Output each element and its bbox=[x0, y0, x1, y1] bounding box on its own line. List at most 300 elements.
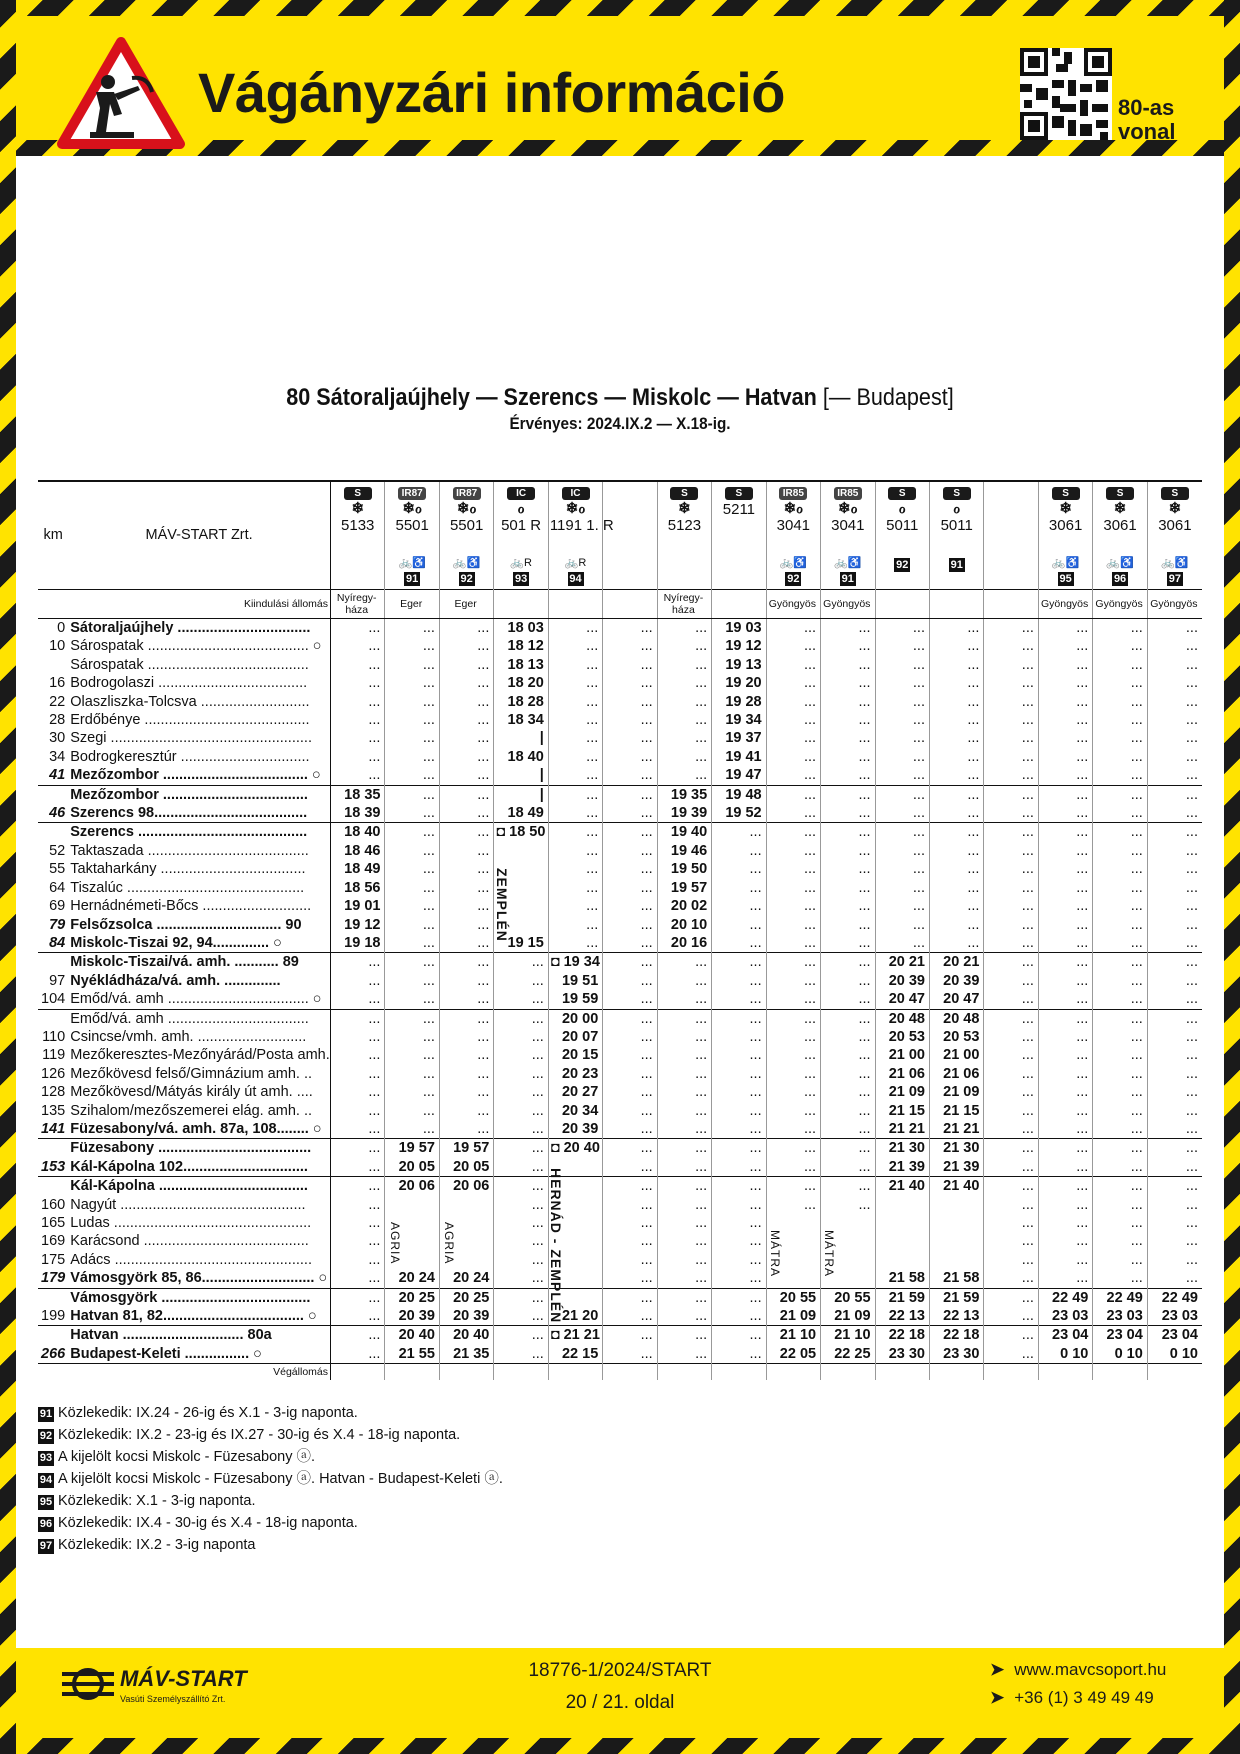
departure-time: ... bbox=[1147, 674, 1202, 692]
departure-time: ... bbox=[1093, 990, 1147, 1009]
station-name: Budapest-Keleti ................ ○ bbox=[68, 1345, 330, 1364]
footnote-ref: 93 bbox=[514, 573, 528, 585]
train-symbols: ❄ bbox=[1059, 500, 1072, 517]
footnote-text: Közlekedik: X.1 - 3-ig naponta. bbox=[58, 1493, 256, 1509]
departure-time: ... bbox=[929, 693, 983, 711]
departure-time: ... bbox=[548, 766, 602, 785]
departure-time: ... bbox=[821, 619, 875, 638]
departure-time: ... bbox=[712, 1177, 766, 1196]
departure-time: ... bbox=[712, 1196, 766, 1214]
train-name-hernad-zemplen: HERNÁD - ZEMPLÉN bbox=[548, 1168, 564, 1324]
departure-time: ... bbox=[766, 1009, 820, 1028]
departure-time: ... bbox=[494, 1177, 548, 1196]
station-row bbox=[38, 1326, 1202, 1345]
departure-time: ... bbox=[1147, 766, 1202, 785]
departure-time: ... bbox=[1093, 1214, 1147, 1232]
train-category-badge: IR87 bbox=[398, 487, 426, 500]
departure-time: ... bbox=[875, 785, 929, 804]
departure-time: ... bbox=[821, 1028, 875, 1046]
train-column-header bbox=[1093, 481, 1147, 590]
departure-time: ... bbox=[929, 785, 983, 804]
train-name-agria-1: AGRIA bbox=[388, 1222, 402, 1265]
train-number: 3061 bbox=[1048, 517, 1083, 534]
departure-time: ... bbox=[929, 879, 983, 897]
departure-time: ... bbox=[929, 860, 983, 878]
departure-time: ... bbox=[331, 1158, 385, 1177]
departure-time: ... bbox=[1147, 748, 1202, 766]
departure-time: ... bbox=[875, 729, 929, 747]
station-row bbox=[38, 1288, 1202, 1307]
departure-time: 20 48 bbox=[875, 1009, 929, 1028]
departure-time: ... bbox=[1147, 637, 1202, 655]
departure-time: 18 40 bbox=[494, 748, 548, 766]
departure-time: ... bbox=[1147, 1196, 1202, 1214]
train-symbols: ❄ bbox=[678, 500, 691, 517]
departure-time: ... bbox=[1147, 729, 1202, 747]
departure-time: 20 25 bbox=[439, 1288, 493, 1307]
roadworks-warning-icon bbox=[56, 36, 186, 152]
footnote bbox=[38, 1402, 503, 1424]
station-name: Kál-Kápolna 102............................... bbox=[68, 1158, 330, 1177]
departure-time: ... bbox=[1093, 711, 1147, 729]
departure-time: ... bbox=[494, 1232, 548, 1250]
station-row bbox=[38, 1083, 1202, 1101]
train-column-header bbox=[766, 481, 820, 590]
terminal-cell bbox=[603, 1364, 657, 1381]
departure-time: ... bbox=[875, 711, 929, 729]
departure-time: ... bbox=[984, 711, 1038, 729]
departure-time: ... bbox=[657, 953, 711, 972]
departure-time: ... bbox=[331, 1009, 385, 1028]
departure-time: 21 15 bbox=[875, 1102, 929, 1120]
departure-time: ... bbox=[657, 1214, 711, 1232]
departure-time: ... bbox=[603, 990, 657, 1009]
departure-time: ... bbox=[1147, 1102, 1202, 1120]
train-category-badge: IR85 bbox=[779, 487, 807, 500]
departure-time: ... bbox=[494, 1345, 548, 1364]
departure-time: ... bbox=[821, 785, 875, 804]
route-title bbox=[62, 384, 1178, 412]
departure-time: 21 39 bbox=[929, 1158, 983, 1177]
departure-time: ... bbox=[494, 1102, 548, 1120]
departure-time: ... bbox=[385, 860, 439, 878]
station-name: Hatvan .............................. 80a bbox=[68, 1326, 330, 1345]
departure-time: ... bbox=[603, 748, 657, 766]
station-km: 128 bbox=[41, 1084, 66, 1101]
page-number: 20 / 21. oldal bbox=[565, 1692, 675, 1713]
departure-time bbox=[875, 1214, 929, 1232]
departure-time: ... bbox=[929, 766, 983, 785]
train-column-header bbox=[439, 481, 493, 590]
departure-time: ... bbox=[603, 842, 657, 860]
departure-time: 19 40 bbox=[657, 823, 711, 842]
departure-time: 20 34 bbox=[548, 1102, 602, 1120]
departure-time: ... bbox=[548, 860, 602, 878]
departure-time: ◘ 18 50 bbox=[494, 823, 548, 842]
train-amenities: 🚲♿ bbox=[834, 557, 862, 569]
train-name-agria-2: AGRIA bbox=[442, 1222, 456, 1265]
hazard-stripe-right bbox=[1224, 0, 1240, 1754]
terminal-cell bbox=[1093, 1364, 1147, 1381]
departure-time: ... bbox=[712, 842, 766, 860]
departure-time: ... bbox=[331, 1196, 385, 1214]
departure-time: ... bbox=[712, 1139, 766, 1158]
departure-time: 18 34 bbox=[494, 711, 548, 729]
departure-time: ... bbox=[331, 1120, 385, 1139]
train-column-header bbox=[929, 481, 983, 590]
departure-time: ... bbox=[929, 711, 983, 729]
departure-time: ... bbox=[494, 1065, 548, 1083]
departure-time: ... bbox=[1093, 1120, 1147, 1139]
departure-time: ... bbox=[984, 860, 1038, 878]
station-row bbox=[38, 897, 1202, 915]
station-km bbox=[38, 1177, 68, 1196]
website-link[interactable] bbox=[990, 1660, 1166, 1680]
departure-time: ... bbox=[766, 729, 820, 747]
departure-time: ... bbox=[657, 990, 711, 1009]
train-name-matra-2: MÁTRA bbox=[822, 1230, 836, 1277]
departure-time: ... bbox=[821, 842, 875, 860]
line-number: 80-as bbox=[1118, 95, 1175, 120]
departure-time: ... bbox=[875, 879, 929, 897]
departure-time: 21 21 bbox=[875, 1120, 929, 1139]
departure-time: ... bbox=[1093, 1083, 1147, 1101]
page-title: Vágányzári információ bbox=[198, 61, 786, 124]
departure-time: 20 27 bbox=[548, 1083, 602, 1101]
departure-time: 18 49 bbox=[331, 860, 385, 878]
departure-time: ... bbox=[821, 693, 875, 711]
departure-time: 18 20 bbox=[494, 674, 548, 692]
departure-time: ... bbox=[821, 860, 875, 878]
departure-time: ... bbox=[766, 656, 820, 674]
station-row bbox=[38, 1009, 1202, 1028]
departure-time: ... bbox=[1093, 1251, 1147, 1269]
departure-time: ... bbox=[712, 1158, 766, 1177]
train-number: 5011 bbox=[886, 517, 919, 534]
footnote-number: 92 bbox=[39, 1430, 53, 1442]
station-row bbox=[38, 860, 1202, 878]
departure-time: ... bbox=[984, 656, 1038, 674]
departure-time: 21 15 bbox=[929, 1102, 983, 1120]
departure-time: ... bbox=[439, 656, 493, 674]
departure-time: ... bbox=[1093, 860, 1147, 878]
departure-time: ... bbox=[548, 637, 602, 655]
station-km bbox=[38, 1288, 68, 1307]
departure-time: ... bbox=[712, 1009, 766, 1028]
departure-time: ... bbox=[875, 619, 929, 638]
station-name: Füzesabony ...................................... bbox=[68, 1139, 330, 1158]
departure-time: 19 37 bbox=[712, 729, 766, 747]
footnote bbox=[38, 1446, 503, 1468]
station-km: 10 bbox=[49, 638, 66, 655]
station-name: Taktaharkány .................................... bbox=[68, 860, 330, 878]
departure-time: ... bbox=[439, 748, 493, 766]
departure-time: ... bbox=[494, 972, 548, 990]
source-station: Gyöngyös bbox=[821, 590, 875, 619]
source-station: Eger bbox=[439, 590, 493, 619]
departure-time: ... bbox=[929, 656, 983, 674]
train-symbols: ℴ bbox=[953, 500, 961, 517]
train-category-badge: S bbox=[670, 487, 698, 500]
document-id: 18776-1/2024/START bbox=[528, 1660, 712, 1681]
station-km: 135 bbox=[41, 1102, 66, 1119]
source-station bbox=[712, 590, 766, 619]
footnote-ref: 91 bbox=[950, 559, 963, 571]
station-row bbox=[38, 823, 1202, 842]
departure-time: ... bbox=[385, 785, 439, 804]
footnote bbox=[38, 1512, 503, 1534]
station-name: Miskolc-Tiszai 92, 94.............. ○ bbox=[68, 934, 330, 953]
departure-time: ... bbox=[439, 711, 493, 729]
station-row bbox=[38, 972, 1202, 990]
terminal-cell bbox=[331, 1364, 385, 1381]
train-number: 5501 bbox=[449, 517, 484, 534]
departure-time: ... bbox=[1038, 990, 1092, 1009]
departure-time: ... bbox=[821, 656, 875, 674]
station-name: Szegi .................................................. bbox=[68, 729, 330, 747]
station-name: Nyékládháza/vá. amh. .............. bbox=[68, 972, 330, 990]
departure-time: ... bbox=[1093, 879, 1147, 897]
station-name: Mezőkövesd felső/Gimnázium amh. .. bbox=[68, 1065, 330, 1083]
departure-time: ... bbox=[548, 785, 602, 804]
departure-time: ... bbox=[766, 711, 820, 729]
station-row bbox=[38, 1345, 1202, 1364]
departure-time: ... bbox=[657, 656, 711, 674]
departure-time: ... bbox=[712, 1120, 766, 1139]
station-name: Szerencs 98...................................... bbox=[68, 804, 330, 823]
departure-time: ... bbox=[603, 860, 657, 878]
departure-time: ... bbox=[1147, 1177, 1202, 1196]
departure-time: 23 04 bbox=[1093, 1326, 1147, 1345]
departure-time: 19 52 bbox=[712, 804, 766, 823]
departure-time: ... bbox=[766, 1065, 820, 1083]
departure-time: ... bbox=[1038, 1046, 1092, 1064]
footnote-ref: 91 bbox=[841, 573, 854, 585]
terminal-cell bbox=[766, 1364, 820, 1381]
departure-time: 18 13 bbox=[494, 656, 548, 674]
departure-time: ... bbox=[657, 748, 711, 766]
departure-time: ... bbox=[657, 1177, 711, 1196]
departure-time: 19 03 bbox=[712, 619, 766, 638]
train-column-header bbox=[1147, 481, 1202, 590]
train-amenities: 🚲♿ bbox=[398, 557, 426, 569]
departure-time: ... bbox=[1038, 804, 1092, 823]
departure-time: ... bbox=[494, 1326, 548, 1345]
departure-time: ... bbox=[1147, 1251, 1202, 1269]
departure-time: ... bbox=[1147, 1158, 1202, 1177]
train-category-badge: S bbox=[1052, 487, 1080, 500]
departure-time: ... bbox=[331, 748, 385, 766]
departure-time: ... bbox=[603, 1251, 657, 1269]
departure-time: ... bbox=[603, 1326, 657, 1345]
departure-time: 19 12 bbox=[331, 916, 385, 934]
departure-time: 19 18 bbox=[331, 934, 385, 953]
departure-time: 21 40 bbox=[929, 1177, 983, 1196]
station-row bbox=[38, 785, 1202, 804]
departure-time: ... bbox=[439, 916, 493, 934]
departure-time: 21 30 bbox=[929, 1139, 983, 1158]
departure-time: ... bbox=[657, 693, 711, 711]
departure-time: ... bbox=[821, 748, 875, 766]
departure-time: ... bbox=[984, 916, 1038, 934]
departure-time: ... bbox=[712, 1214, 766, 1232]
departure-time: ... bbox=[439, 619, 493, 638]
station-name: Vámosgyörk ..................................... bbox=[68, 1288, 330, 1307]
departure-time: ... bbox=[494, 1214, 548, 1232]
footnote-number: 95 bbox=[39, 1496, 53, 1508]
departure-time: ... bbox=[385, 1046, 439, 1064]
departure-time: 18 12 bbox=[494, 637, 548, 655]
departure-time: ... bbox=[1147, 1009, 1202, 1028]
departure-time: 22 49 bbox=[1038, 1288, 1092, 1307]
departure-time: ... bbox=[331, 1214, 385, 1232]
terminal-cell bbox=[821, 1364, 875, 1381]
train-category-badge: IR87 bbox=[453, 487, 481, 500]
departure-time: ... bbox=[1147, 934, 1202, 953]
departure-time: ... bbox=[766, 1046, 820, 1064]
departure-time: ... bbox=[331, 1345, 385, 1364]
departure-time: ... bbox=[1038, 729, 1092, 747]
departure-time: ... bbox=[1038, 1139, 1092, 1158]
departure-time: ... bbox=[766, 916, 820, 934]
train-number: 1191 1. R bbox=[549, 517, 614, 534]
train-symbols: ℴ bbox=[898, 500, 906, 517]
departure-time: ... bbox=[385, 766, 439, 785]
footnote-number: 94 bbox=[39, 1474, 53, 1486]
source-station: Nyíregy-háza bbox=[657, 590, 711, 619]
departure-time: 19 50 bbox=[657, 860, 711, 878]
departure-time: ... bbox=[657, 1046, 711, 1064]
departure-time: ... bbox=[385, 1120, 439, 1139]
station-row bbox=[38, 1065, 1202, 1083]
departure-time: ... bbox=[548, 842, 602, 860]
departure-time: ... bbox=[1038, 934, 1092, 953]
departure-time: ... bbox=[1147, 972, 1202, 990]
departure-time: ... bbox=[331, 972, 385, 990]
departure-time: 21 58 bbox=[875, 1269, 929, 1288]
station-row bbox=[38, 729, 1202, 747]
station-km: 79 bbox=[49, 916, 66, 933]
footnote-ref: 96 bbox=[1113, 573, 1127, 585]
train-category-badge: IC bbox=[507, 487, 535, 500]
station-row bbox=[38, 1139, 1202, 1158]
departure-time: ... bbox=[385, 916, 439, 934]
departure-time: ... bbox=[821, 1083, 875, 1101]
station-name: Bodrogkeresztúr ................................ bbox=[68, 748, 330, 766]
station-km: 266 bbox=[41, 1345, 66, 1362]
train-symbols: ❄ℴ bbox=[402, 500, 422, 517]
departure-time: 20 39 bbox=[875, 972, 929, 990]
departure-time: ... bbox=[875, 637, 929, 655]
departure-time: ... bbox=[1147, 619, 1202, 638]
departure-time: ... bbox=[439, 879, 493, 897]
departure-time: 18 56 bbox=[331, 879, 385, 897]
departure-time: 21 10 bbox=[766, 1326, 820, 1345]
departure-time: ... bbox=[1147, 1046, 1202, 1064]
departure-time: ... bbox=[766, 748, 820, 766]
departure-time: ... bbox=[821, 1009, 875, 1028]
departure-time: ... bbox=[548, 823, 602, 842]
departure-time: ... bbox=[603, 953, 657, 972]
departure-time: ... bbox=[1093, 972, 1147, 990]
departure-time: ... bbox=[657, 1065, 711, 1083]
departure-time: ... bbox=[875, 823, 929, 842]
departure-time: ... bbox=[603, 1120, 657, 1139]
departure-time: ... bbox=[984, 897, 1038, 915]
departure-time: ... bbox=[929, 897, 983, 915]
departure-time: ... bbox=[984, 785, 1038, 804]
line-word: vonal bbox=[1118, 119, 1176, 144]
departure-time: ... bbox=[657, 1288, 711, 1307]
departure-time: ... bbox=[331, 656, 385, 674]
footnote-text: Közlekedik: IX.2 - 23-ig és IX.27 - 30-ig és X.4 - 18-ig naponta. bbox=[58, 1427, 461, 1443]
departure-time: 21 21 bbox=[929, 1120, 983, 1139]
departure-time: ... bbox=[766, 1083, 820, 1101]
departure-time: 21 40 bbox=[875, 1177, 929, 1196]
departure-time: ... bbox=[984, 1269, 1038, 1288]
departure-time: ... bbox=[1147, 916, 1202, 934]
footnote-ref: 91 bbox=[406, 573, 419, 585]
departure-time: ... bbox=[385, 842, 439, 860]
departure-time: ... bbox=[984, 972, 1038, 990]
departure-time: ... bbox=[385, 972, 439, 990]
departure-time: 21 20 bbox=[548, 1307, 602, 1326]
km-spacer bbox=[38, 1364, 68, 1381]
departure-time: | bbox=[494, 729, 548, 747]
departure-time: ... bbox=[821, 934, 875, 953]
train-number: 5133 bbox=[341, 517, 375, 534]
train-column-header bbox=[1038, 481, 1092, 590]
departure-time: ... bbox=[929, 823, 983, 842]
station-km: 52 bbox=[49, 842, 66, 859]
departure-time: ... bbox=[331, 766, 385, 785]
departure-time: ... bbox=[712, 1083, 766, 1101]
footnote-text: A kijelölt kocsi Miskolc - Füzesabony ⓐ. Hatvan - Budapest-Keleti ⓐ. bbox=[58, 1471, 503, 1487]
terminal-cell bbox=[657, 1364, 711, 1381]
departure-time: ... bbox=[331, 1102, 385, 1120]
train-name-matra-1: MÁTRA bbox=[768, 1230, 782, 1277]
departure-time: ... bbox=[1038, 1083, 1092, 1101]
departure-time: ... bbox=[439, 990, 493, 1009]
departure-time: ... bbox=[385, 674, 439, 692]
terminal-cell bbox=[439, 1364, 493, 1381]
departure-time: ... bbox=[657, 1083, 711, 1101]
departure-time: ... bbox=[766, 823, 820, 842]
departure-time: ... bbox=[1093, 656, 1147, 674]
station-row bbox=[38, 1251, 1202, 1269]
departure-time: ... bbox=[984, 879, 1038, 897]
station-row bbox=[38, 766, 1202, 785]
source-station-label: Kiindulási állomás bbox=[68, 590, 330, 619]
departure-time: ... bbox=[385, 953, 439, 972]
station-name: Füzesabony/vá. amh. 87a, 108........ ○ bbox=[68, 1120, 330, 1139]
departure-time: 20 40 bbox=[439, 1326, 493, 1345]
train-column-header bbox=[984, 481, 1038, 590]
departure-time: ... bbox=[875, 766, 929, 785]
station-km bbox=[38, 953, 68, 972]
terminal-cell bbox=[875, 1364, 929, 1381]
departure-time: ... bbox=[603, 785, 657, 804]
departure-time: 19 57 bbox=[385, 1139, 439, 1158]
departure-time: ... bbox=[766, 619, 820, 638]
departure-time: ... bbox=[1093, 1102, 1147, 1120]
train-symbols: ❄ℴ bbox=[838, 500, 858, 517]
departure-time: ... bbox=[548, 619, 602, 638]
departure-time: 21 55 bbox=[385, 1345, 439, 1364]
departure-time: ... bbox=[1147, 860, 1202, 878]
departure-time: ... bbox=[439, 1120, 493, 1139]
departure-time: ... bbox=[1147, 842, 1202, 860]
